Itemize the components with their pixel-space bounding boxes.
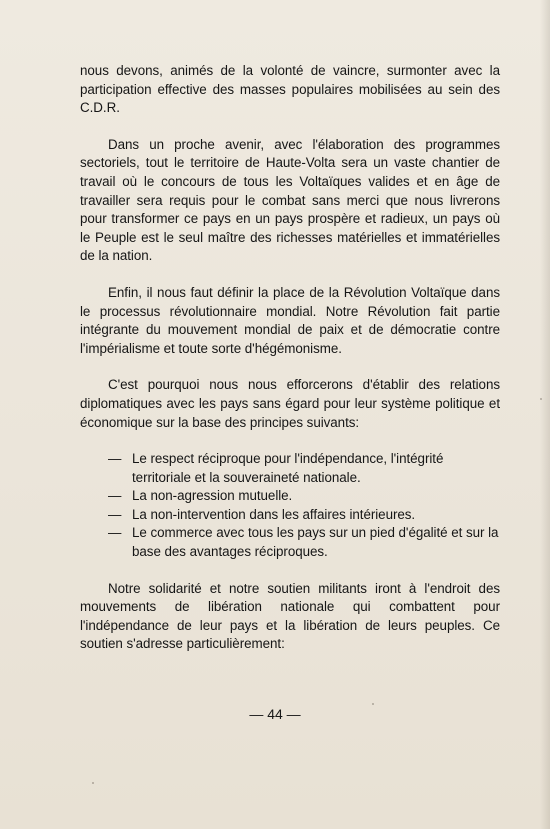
page-edge-shadow [540, 0, 550, 829]
paragraph-solidarity: Notre solidarité et notre soutien militants iront à l'endroit des mouvements de libération nationale qui combattent pour l'indépendance de leur pays et la libération de leurs peuples. Ce soutien s'adresse particulièrement: [80, 580, 500, 652]
paragraph-programmes: Dans un proche avenir, avec l'élaboration des programmes sectoriels, tout le territoire de Haute-Volta sera un vaste chantier de travail où le concours de tous les Voltaïques valides et en âge de travailler sera requis pour le combat sans merci que nous livrerons pour transformer ce pays en un pays prospère et radieux, un pays où le Peuple est le seul maître des richesses matérielles et immatérielles de la nation. [80, 136, 500, 264]
principle-item: — La non-agression mutuelle. [80, 487, 500, 506]
body-text [80, 62, 500, 654]
paragraph-continuation: nous devons, animés de la volonté de vaincre, surmonter avec la participation effective des masses populaires mobilisées au sein des C.D.R. [80, 63, 500, 116]
principle-item: — La non-intervention dans les affaires intérieures. [80, 506, 500, 525]
paper-speck [92, 782, 94, 784]
page-number: — 44 — [249, 706, 301, 722]
paper-speck [540, 398, 542, 400]
paper-speck [372, 703, 374, 705]
paragraph-revolution-place: Enfin, il nous faut définir la place de la Révolution Voltaïque dans le processus révolutionnaire mondial. Notre Révolution fait partie intégrante du mouvement mondial de paix et de démocratie contre l'impérialisme et toute sorte d'hégémonisme. [80, 284, 500, 356]
paragraph-diplomatic-relations: C'est pourquoi nous nous efforcerons d'établir des relations diplomatiques avec les pays sans égard pour leur système politique et économique sur la base des principes suivants: [80, 377, 500, 430]
principle-item: — Le commerce avec tous les pays sur un pied d'égalité et sur la base des avantages réciproques. [80, 524, 500, 561]
principles-list [80, 450, 500, 562]
principle-item: — Le respect réciproque pour l'indépendance, l'intégrité territoriale et la souveraineté nationale. [80, 450, 500, 487]
